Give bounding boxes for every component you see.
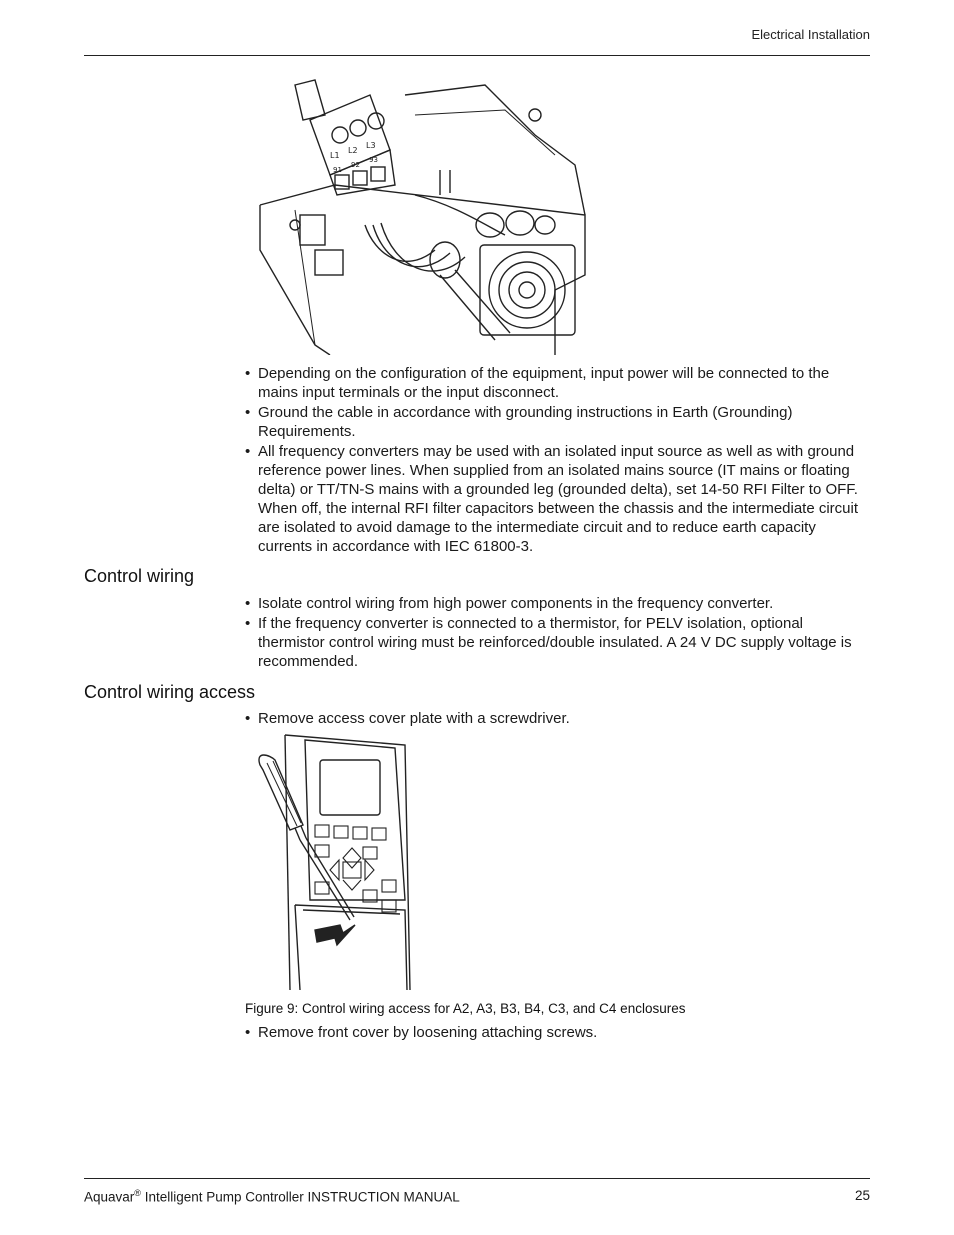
cover-removal-illustration: [255, 730, 415, 990]
access-bullet-list: [245, 709, 870, 729]
control-wiring-bullet-list: [245, 594, 870, 672]
list-item: • If the frequency converter is connected to a thermistor, for PELV isolation, optional thermistor control wiring must be reinforced/double insulated. A 24 V DC supply voltage is recommended.: [245, 614, 870, 671]
page-number: 25: [854, 1188, 870, 1203]
terminal-label-bottom-3: 93: [369, 156, 378, 164]
terminal-label-bottom-1: 91: [333, 166, 342, 174]
terminal-label-top-3: L3: [366, 141, 376, 150]
control-wiring-heading: Control wiring: [84, 566, 195, 586]
list-item: • Isolate control wiring from high power components in the frequency converter.: [245, 594, 870, 613]
footer-title-rest: Intelligent Pump Controller INSTRUCTION MANUAL: [140, 1189, 460, 1205]
power-bullet-list: [245, 364, 870, 557]
terminal-label-top-1: L1: [330, 151, 340, 160]
terminal-plug: [295, 80, 395, 195]
footer-brand: Aquavar: [84, 1189, 135, 1205]
footer-rule: [84, 1178, 870, 1179]
list-item: • All frequency converters may be used with an isolated input source as well as with ground reference power lines. When supplied from an isolated mains source (IT mains or floating delta) or TT/TN-S mains with a grounded leg (grounded delta), set 14-50 RFI Filter to OFF. When off, the internal RFI filter capacitors between the chassis and the intermediate circuit are isolated to avoid damage to the intermediate circuit and to reduce earth capacity currents in accordance with IEC 61800-3.: [245, 442, 870, 556]
figure-caption: Figure 9: Control wiring access for A2, A3, B3, B4, C3, and C4 enclosures: [245, 1001, 686, 1016]
front-cover-bullet-list: [245, 1023, 870, 1043]
header-rule: [84, 55, 870, 56]
footer-manual-title: [84, 1188, 460, 1205]
registered-mark: ®: [134, 1188, 141, 1198]
header-section-title: Electrical Installation: [751, 27, 870, 42]
terminal-label-bottom-2: 92: [351, 161, 360, 169]
list-item: • Remove access cover plate with a screwdriver.: [245, 709, 870, 728]
list-item: • Ground the cable in accordance with grounding instructions in Earth (Grounding) Requirements.: [245, 403, 870, 441]
fan-grille: [480, 245, 575, 335]
terminal-label-top-2: L2: [348, 146, 358, 155]
mains-terminal-illustration: [255, 75, 590, 355]
control-wiring-access-heading: Control wiring access: [84, 682, 256, 702]
list-item: • Depending on the configuration of the equipment, input power will be connected to the mains input terminals or the input disconnect.: [245, 364, 870, 402]
list-item: • Remove front cover by loosening attaching screws.: [245, 1023, 870, 1042]
